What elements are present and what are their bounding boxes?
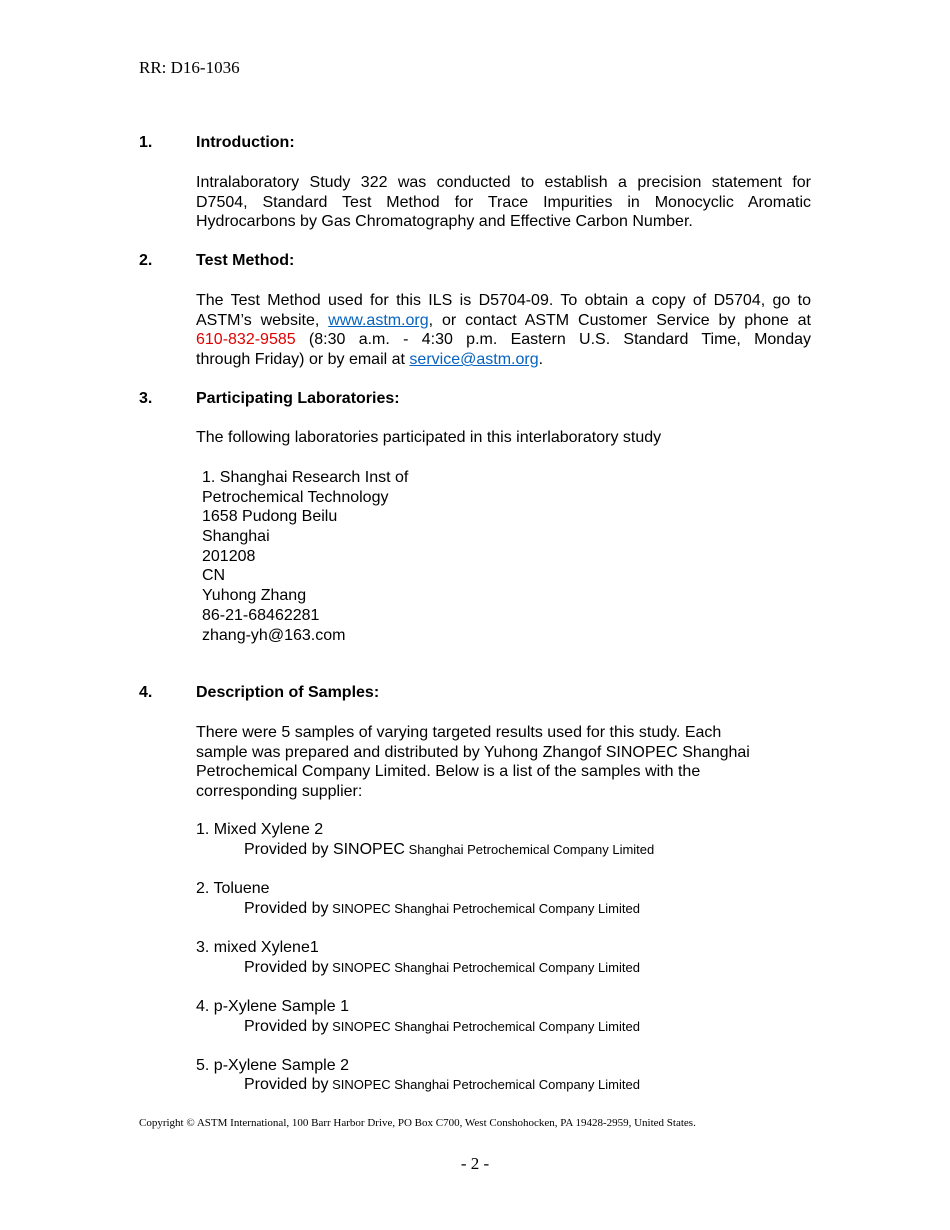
- section-2-line: The Test Method used for this ILS is D5704-09. To obtain a copy of D5704, go to: [196, 292, 811, 309]
- text: through Friday) or by email at: [196, 351, 410, 369]
- website-link[interactable]: www.astm.org: [328, 311, 429, 329]
- lab-line: zhang-yh@163.com: [202, 626, 346, 644]
- lab-line: 86-21-68462281: [202, 606, 320, 624]
- section-4-title: Description of Samples:: [196, 684, 380, 701]
- text: Provided by: [244, 900, 329, 917]
- lab-line: 1658 Pudong Beilu: [202, 508, 338, 526]
- lab-line: Yuhong Zhang: [202, 587, 307, 605]
- text: Shanghai Petrochemical Company Limited: [404, 842, 655, 857]
- section-2-line: [196, 330, 811, 350]
- section-1-paragraph: [196, 173, 811, 232]
- text: SINOPEC Shanghai Petrochemical Company Limited: [328, 1077, 640, 1092]
- sample-name: 5. p-Xylene Sample 2: [196, 1057, 349, 1074]
- text: ASTM’s website,: [196, 311, 329, 329]
- section-4-line: Petrochemical Company Limited. Below is a list of the samples with the: [196, 763, 701, 781]
- section-2-line: [196, 350, 811, 370]
- section-1-line: Hydrocarbons by Gas Chromatography and Effective Carbon Number.: [196, 213, 693, 231]
- sample-supplier: [244, 1076, 640, 1094]
- section-2-number: 2.: [139, 252, 153, 269]
- lab-line: Petrochemical Technology: [202, 488, 389, 506]
- section-4-line: There were 5 samples of varying targeted results used for this study. Each: [196, 724, 722, 741]
- section-2-paragraph: [196, 291, 811, 370]
- sample-supplier: [244, 959, 640, 977]
- section-3-title: Participating Laboratories:: [196, 390, 400, 407]
- text: .: [538, 351, 544, 369]
- page-number: - 2 -: [460, 1154, 490, 1173]
- lab-line: Shanghai: [202, 528, 270, 546]
- section-4-line: corresponding supplier:: [196, 783, 363, 801]
- section-1-title: Introduction:: [196, 134, 295, 151]
- lab-line: 201208: [202, 547, 256, 565]
- section-1-number: 1.: [139, 134, 153, 151]
- section-4-number: 4.: [139, 684, 153, 701]
- sample-supplier: [244, 841, 654, 859]
- sample-name: 3. mixed Xylene1: [196, 939, 319, 956]
- sample-name: 2. Toluene: [196, 880, 270, 897]
- lab-line: 1. Shanghai Research Inst of: [202, 469, 409, 486]
- text: , or contact ASTM Customer Service by phone at: [428, 311, 812, 329]
- text: Provided by SINOPEC: [244, 841, 405, 858]
- text: SINOPEC Shanghai Petrochemical Company Limited: [328, 1019, 640, 1034]
- section-3-intro: The following laboratories participated in this interlaboratory study: [196, 429, 662, 446]
- text: SINOPEC Shanghai Petrochemical Company Limited: [328, 960, 640, 975]
- report-id: RR: D16-1036: [139, 58, 240, 77]
- lab-line: CN: [202, 567, 226, 585]
- text: Provided by: [244, 1018, 329, 1035]
- section-2-line: [196, 311, 811, 331]
- section-4-line: sample was prepared and distributed by Yuhong Zhangof SINOPEC Shanghai: [196, 743, 750, 761]
- sample-supplier: [244, 900, 640, 918]
- section-2-title: Test Method:: [196, 252, 295, 269]
- sample-name: 1. Mixed Xylene 2: [196, 821, 324, 838]
- section-1-line: Intralaboratory Study 322 was conducted to establish a precision statement for: [196, 174, 811, 191]
- laboratory-address: [202, 468, 602, 645]
- section-1-line: D7504, Standard Test Method for Trace Impurities in Monocyclic Aromatic: [196, 193, 811, 211]
- sample-supplier: [244, 1018, 640, 1036]
- text: (8:30 a.m. - 4:30 p.m. Eastern U.S. Standard Time, Monday: [295, 331, 811, 349]
- email-link[interactable]: service@astm.org: [409, 351, 539, 369]
- text: Provided by: [244, 959, 329, 976]
- section-3-number: 3.: [139, 390, 153, 407]
- text: SINOPEC Shanghai Petrochemical Company Limited: [328, 901, 640, 916]
- sample-name: 4. p-Xylene Sample 1: [196, 998, 349, 1015]
- copyright-notice: Copyright © ASTM International, 100 Barr Harbor Drive, PO Box C700, West Conshohocken, PA 19428-2959, United States.: [139, 1117, 696, 1129]
- text: Provided by: [244, 1076, 329, 1093]
- section-4-paragraph: [196, 723, 811, 802]
- phone-number[interactable]: 610-832-9585: [196, 331, 296, 349]
